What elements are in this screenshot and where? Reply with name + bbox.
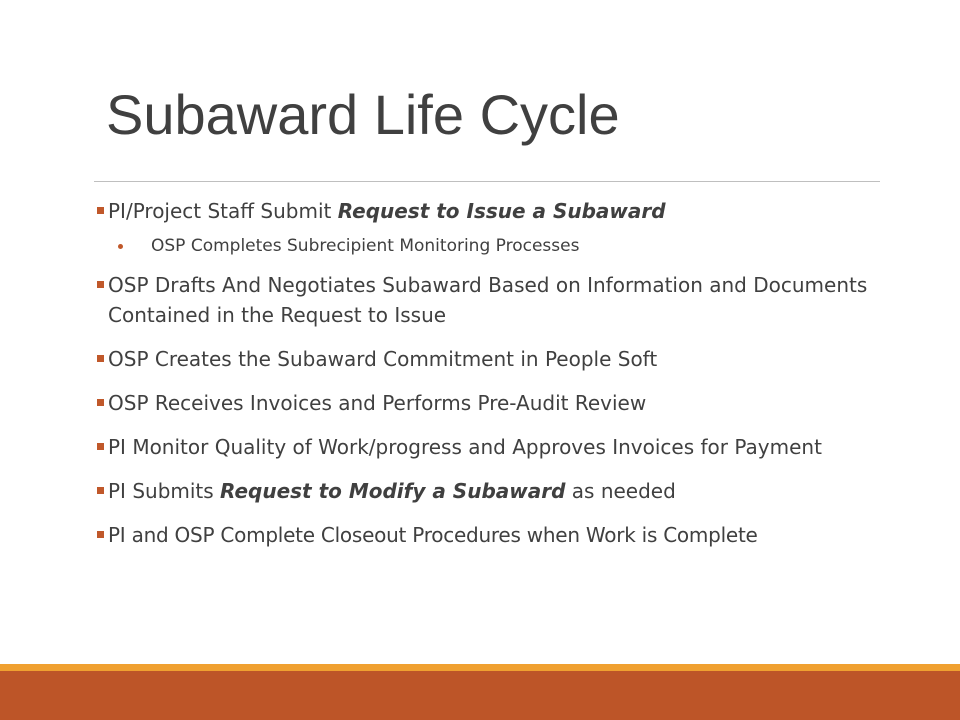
title-divider <box>94 181 880 182</box>
bullet-item <box>96 270 916 330</box>
bullet-item <box>96 432 916 462</box>
square-bullet-icon <box>97 487 104 494</box>
bullet-item <box>96 196 916 226</box>
bullet-text: PI and OSP Complete Closeout Procedures when Work is Complete <box>108 523 758 547</box>
bullet-text: PI Submits <box>108 479 221 503</box>
bullet-text: OSP Drafts And Negotiates Subaward Based on Information and Documents Contained in the Request to Issue <box>108 273 868 327</box>
bullet-emphasis: Request to Modify a Subaward <box>220 479 566 503</box>
square-bullet-icon <box>97 443 104 450</box>
dot-bullet-icon <box>118 244 123 249</box>
bullet-item <box>96 388 916 418</box>
square-bullet-icon <box>97 281 104 288</box>
sub-bullet-item <box>96 232 916 260</box>
bullet-text: PI Monitor Quality of Work/progress and Approves Invoices for Payment <box>108 435 822 459</box>
footer-accent-band <box>0 664 960 671</box>
footer-band <box>0 671 960 720</box>
square-bullet-icon <box>97 207 104 214</box>
bullet-item <box>96 520 916 550</box>
bullet-text: OSP Creates the Subaward Commitment in People Soft <box>108 347 658 371</box>
square-bullet-icon <box>97 399 104 406</box>
bullet-item <box>96 476 916 506</box>
slide-title: Subaward Life Cycle <box>106 83 620 146</box>
bullet-emphasis: Request to Issue a Subaward <box>337 199 666 223</box>
bullet-text: PI/Project Staff Submit <box>108 199 338 223</box>
bullet-list <box>96 196 916 564</box>
bullet-item <box>96 344 916 374</box>
square-bullet-icon <box>97 355 104 362</box>
square-bullet-icon <box>97 531 104 538</box>
bullet-text: OSP Receives Invoices and Performs Pre-Audit Review <box>108 391 647 415</box>
bullet-text-after: as needed <box>565 479 676 503</box>
sub-bullet-text: OSP Completes Subrecipient Monitoring Processes <box>151 236 580 256</box>
